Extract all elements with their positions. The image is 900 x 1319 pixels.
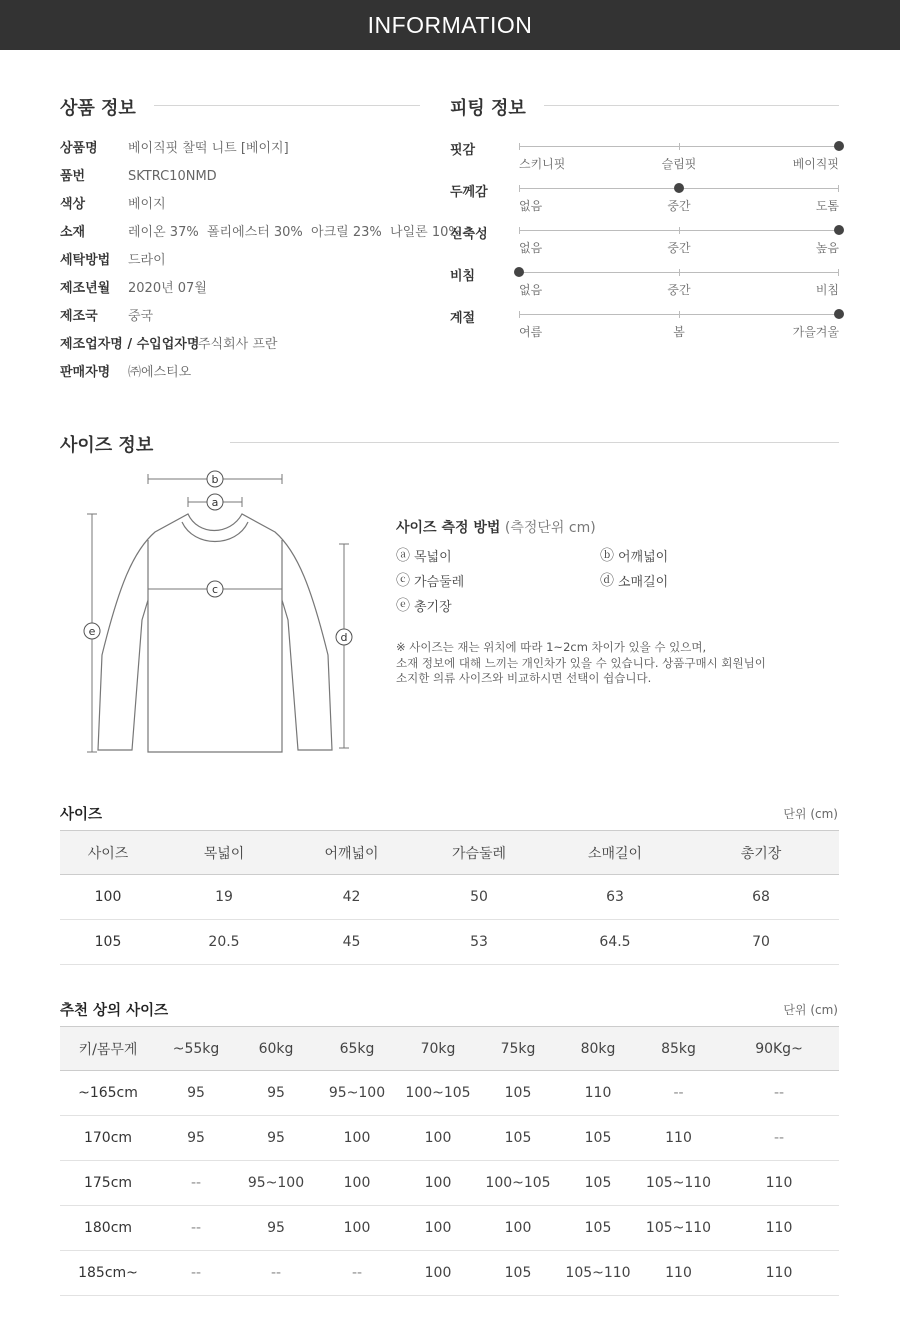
- fitting-info-divider: [544, 105, 839, 106]
- table-cell: 100: [316, 1161, 398, 1206]
- col-header: 키/몸무게: [60, 1027, 156, 1071]
- measure-item-label: 총기장: [414, 599, 452, 615]
- table-cell: 105: [558, 1116, 638, 1161]
- fit-dot: [834, 309, 844, 319]
- fit-option-label: 중간: [667, 283, 691, 297]
- info-value: SKTRC10NMD: [128, 169, 217, 184]
- table-cell: --: [316, 1251, 398, 1296]
- marker-b: [207, 471, 223, 487]
- col-header: 70kg: [398, 1027, 478, 1071]
- fit-option-label: 슬림핏: [661, 157, 697, 171]
- fit-option-label: 봄: [673, 325, 685, 339]
- fit-option-label: 중간: [667, 241, 691, 255]
- measure-item-sleeve: [600, 570, 668, 590]
- product-info-title: 상품 정보: [60, 98, 136, 119]
- table-row: [60, 1251, 839, 1296]
- col-header: 80kg: [558, 1027, 638, 1071]
- info-value: 주식회사 프란: [198, 337, 278, 352]
- size-table: [60, 830, 839, 965]
- header-title: INFORMATION: [367, 11, 533, 38]
- table-cell: 105: [558, 1206, 638, 1251]
- table-row: [60, 1206, 839, 1251]
- info-label: 색상: [60, 197, 86, 212]
- table-cell: 105~110: [638, 1161, 719, 1206]
- info-label: 소재: [60, 225, 86, 240]
- table-cell: 95: [156, 1116, 236, 1161]
- info-row-country: [60, 308, 153, 326]
- size-info-title: 사이즈 정보: [60, 435, 154, 456]
- note-line: ※ 사이즈는 재는 위치에 따라 1~2cm 차이가 있을 수 있으며,: [396, 640, 707, 654]
- info-row-color: [60, 196, 166, 214]
- measure-item-shoulder: [600, 545, 668, 565]
- info-row-manufacture-date: [60, 280, 207, 298]
- fit-label: 두께감: [450, 185, 488, 200]
- info-value: 베이지: [128, 197, 166, 212]
- table-cell: 95: [236, 1206, 316, 1251]
- fit-tick: [838, 185, 839, 192]
- table-cell: 20.5: [156, 920, 292, 965]
- col-header: 가슴둘레: [411, 831, 547, 875]
- table-cell: 95: [236, 1071, 316, 1116]
- info-label: 제조년월: [60, 281, 111, 296]
- measure-item-neck: [396, 545, 452, 565]
- info-row-product-name: [60, 140, 289, 158]
- table-cell: 100: [478, 1206, 558, 1251]
- measure-method-label: 사이즈 측정 방법: [396, 520, 501, 536]
- col-header: 60kg: [236, 1027, 316, 1071]
- fit-tick: [519, 143, 520, 150]
- table-cell: 105~110: [638, 1206, 719, 1251]
- fit-label: 신축성: [450, 227, 488, 242]
- fit-option-label: 가을겨울: [792, 325, 839, 339]
- recommend-table: [60, 1026, 839, 1296]
- table-cell: 42: [292, 875, 411, 920]
- table-cell: 105: [60, 920, 156, 965]
- fit-option-label: 비침: [815, 283, 839, 297]
- table-cell: 64.5: [547, 920, 683, 965]
- table-cell: 105: [478, 1251, 558, 1296]
- fit-label: 비침: [450, 269, 476, 284]
- table-cell: 105: [478, 1116, 558, 1161]
- marker-d: [336, 629, 352, 645]
- fit-option-label: 스키니핏: [519, 157, 566, 171]
- table-cell: --: [719, 1116, 839, 1161]
- table-cell: 95~100: [236, 1161, 316, 1206]
- table-cell: 185cm~: [60, 1251, 156, 1296]
- measure-item-chest: [396, 570, 464, 590]
- table-cell: 100: [398, 1206, 478, 1251]
- marker-a: [207, 494, 223, 510]
- sweater-outline: [98, 514, 332, 752]
- fit-option-label: 베이직핏: [792, 157, 839, 171]
- table-cell: 100: [398, 1251, 478, 1296]
- table-cell: 180cm: [60, 1206, 156, 1251]
- size-table-header-row: [60, 831, 839, 875]
- info-row-seller: [60, 364, 191, 382]
- table-cell: 110: [558, 1071, 638, 1116]
- svg-text:d: d: [340, 631, 348, 644]
- info-value: 레이온 37% 폴리에스터 30% 아크릴 23% 나일론 10%: [128, 225, 461, 240]
- size-table-title: 사이즈: [60, 807, 103, 823]
- table-cell: 175cm: [60, 1161, 156, 1206]
- fit-option-label: 도톰: [815, 199, 839, 213]
- fit-option-label: 여름: [519, 325, 543, 339]
- fit-label: 핏감: [450, 143, 476, 158]
- fit-option-label: 없음: [519, 241, 543, 255]
- info-label: 판매자명: [60, 365, 111, 380]
- table-cell: 100: [398, 1116, 478, 1161]
- fit-track: [519, 314, 839, 315]
- measure-item-label: 소매길이: [618, 574, 669, 590]
- table-cell: --: [156, 1206, 236, 1251]
- table-cell: 100: [60, 875, 156, 920]
- sweater-diagram: [70, 460, 370, 770]
- info-row-manufacturer: [60, 336, 277, 354]
- info-label: 품번: [60, 169, 86, 184]
- table-cell: 70: [683, 920, 839, 965]
- measure-item-label: 목넓이: [414, 549, 452, 565]
- table-row: [60, 1161, 839, 1206]
- table-cell: 100: [316, 1116, 398, 1161]
- table-cell: 100~105: [478, 1161, 558, 1206]
- col-header: 90Kg~: [719, 1027, 839, 1071]
- note-line: 소재 정보에 대해 느끼는 개인차가 있을 수 있습니다. 상품구매시 회원님이: [396, 655, 766, 670]
- info-value: 드라이: [128, 253, 166, 268]
- measure-item-label: 가슴둘레: [414, 574, 465, 590]
- header-bar: [0, 0, 900, 50]
- table-cell: 100: [316, 1206, 398, 1251]
- table-cell: 50: [411, 875, 547, 920]
- table-cell: 95: [156, 1071, 236, 1116]
- info-label: 제조업자명 / 수입업자명: [60, 337, 200, 352]
- table-cell: --: [638, 1071, 719, 1116]
- fit-label: 계절: [450, 311, 476, 326]
- table-cell: --: [719, 1071, 839, 1116]
- fit-option-label: 중간: [667, 199, 691, 213]
- table-cell: 110: [638, 1251, 719, 1296]
- info-row-material: [60, 224, 461, 242]
- info-value: ㈜에스티오: [128, 365, 192, 380]
- table-row: [60, 1116, 839, 1161]
- table-cell: 110: [719, 1206, 839, 1251]
- svg-text:a: a: [211, 496, 219, 509]
- col-header: 75kg: [478, 1027, 558, 1071]
- fit-option-label: 없음: [519, 199, 543, 213]
- svg-text:e: e: [88, 625, 96, 638]
- size-note: [396, 640, 766, 687]
- fit-track: [519, 230, 839, 231]
- info-label: 제조국: [60, 309, 98, 324]
- table-cell: 95: [236, 1116, 316, 1161]
- info-row-washing: [60, 252, 166, 270]
- table-row: [60, 875, 839, 920]
- recommend-table-unit: 단위 (cm): [783, 1003, 838, 1017]
- table-cell: 19: [156, 875, 292, 920]
- measure-method-title: [396, 517, 596, 537]
- measure-item-label: 어깨넓이: [618, 549, 669, 565]
- col-header: 목넓이: [156, 831, 292, 875]
- mark-b: ⓑ: [600, 548, 614, 564]
- table-cell: 100: [398, 1161, 478, 1206]
- col-header: 85kg: [638, 1027, 719, 1071]
- table-cell: --: [156, 1161, 236, 1206]
- col-header: 총기장: [683, 831, 839, 875]
- table-cell: 68: [683, 875, 839, 920]
- table-cell: ~165cm: [60, 1071, 156, 1116]
- size-info-divider: [230, 442, 839, 443]
- svg-text:c: c: [211, 583, 219, 596]
- info-value: 베이직핏 찰떡 니트 [베이지]: [128, 141, 289, 156]
- fit-dot: [834, 225, 844, 235]
- fitting-info-title: 피팅 정보: [450, 98, 526, 119]
- fit-tick: [679, 311, 680, 318]
- table-cell: 45: [292, 920, 411, 965]
- table-cell: 63: [547, 875, 683, 920]
- svg-text:b: b: [211, 473, 219, 486]
- mark-e: ⓔ: [396, 598, 410, 614]
- marker-c: [207, 581, 223, 597]
- size-table-unit: 단위 (cm): [783, 807, 838, 821]
- table-row: [60, 1071, 839, 1116]
- table-cell: 110: [719, 1251, 839, 1296]
- info-value: 중국: [128, 309, 154, 324]
- fit-dot: [834, 141, 844, 151]
- table-cell: 53: [411, 920, 547, 965]
- info-value: 2020년 07월: [128, 281, 207, 296]
- mark-d: ⓓ: [600, 573, 614, 589]
- fit-tick: [519, 185, 520, 192]
- measure-lines: [87, 474, 349, 752]
- col-header: ~55kg: [156, 1027, 236, 1071]
- col-header: 어깨넓이: [292, 831, 411, 875]
- table-row: [60, 920, 839, 965]
- fit-option-label: 높음: [815, 241, 839, 255]
- fit-track: [519, 188, 839, 189]
- col-header: 소매길이: [547, 831, 683, 875]
- table-cell: 170cm: [60, 1116, 156, 1161]
- table-cell: 110: [719, 1161, 839, 1206]
- fit-track: [519, 272, 839, 273]
- table-cell: --: [156, 1251, 236, 1296]
- recommend-table-title: 추천 상의 사이즈: [60, 1003, 169, 1019]
- recommend-table-header-row: [60, 1027, 839, 1071]
- info-row-item-code: [60, 168, 217, 186]
- note-line: 소지한 의류 사이즈와 비교하시면 선택이 쉽습니다.: [396, 671, 652, 685]
- product-info-divider: [154, 105, 420, 106]
- fit-tick: [679, 269, 680, 276]
- info-label: 상품명: [60, 141, 98, 156]
- col-header: 65kg: [316, 1027, 398, 1071]
- fit-track: [519, 146, 839, 147]
- mark-a: ⓐ: [396, 548, 410, 564]
- table-cell: 95~100: [316, 1071, 398, 1116]
- fit-tick: [519, 311, 520, 318]
- measure-unit-label: (측정단위 cm): [504, 520, 596, 536]
- fit-tick: [679, 227, 680, 234]
- fit-option-label: 없음: [519, 283, 543, 297]
- table-cell: 110: [638, 1116, 719, 1161]
- measure-item-length: [396, 595, 452, 615]
- col-header: 사이즈: [60, 831, 156, 875]
- table-cell: 100~105: [398, 1071, 478, 1116]
- fit-dot: [674, 183, 684, 193]
- table-cell: 105: [478, 1071, 558, 1116]
- info-label: 세탁방법: [60, 253, 111, 268]
- fit-tick: [838, 269, 839, 276]
- fit-dot: [514, 267, 524, 277]
- fit-tick: [519, 227, 520, 234]
- marker-e: [84, 623, 100, 639]
- table-cell: --: [236, 1251, 316, 1296]
- table-cell: 105: [558, 1161, 638, 1206]
- fit-tick: [679, 143, 680, 150]
- mark-c: ⓒ: [396, 573, 410, 589]
- table-cell: 105~110: [558, 1251, 638, 1296]
